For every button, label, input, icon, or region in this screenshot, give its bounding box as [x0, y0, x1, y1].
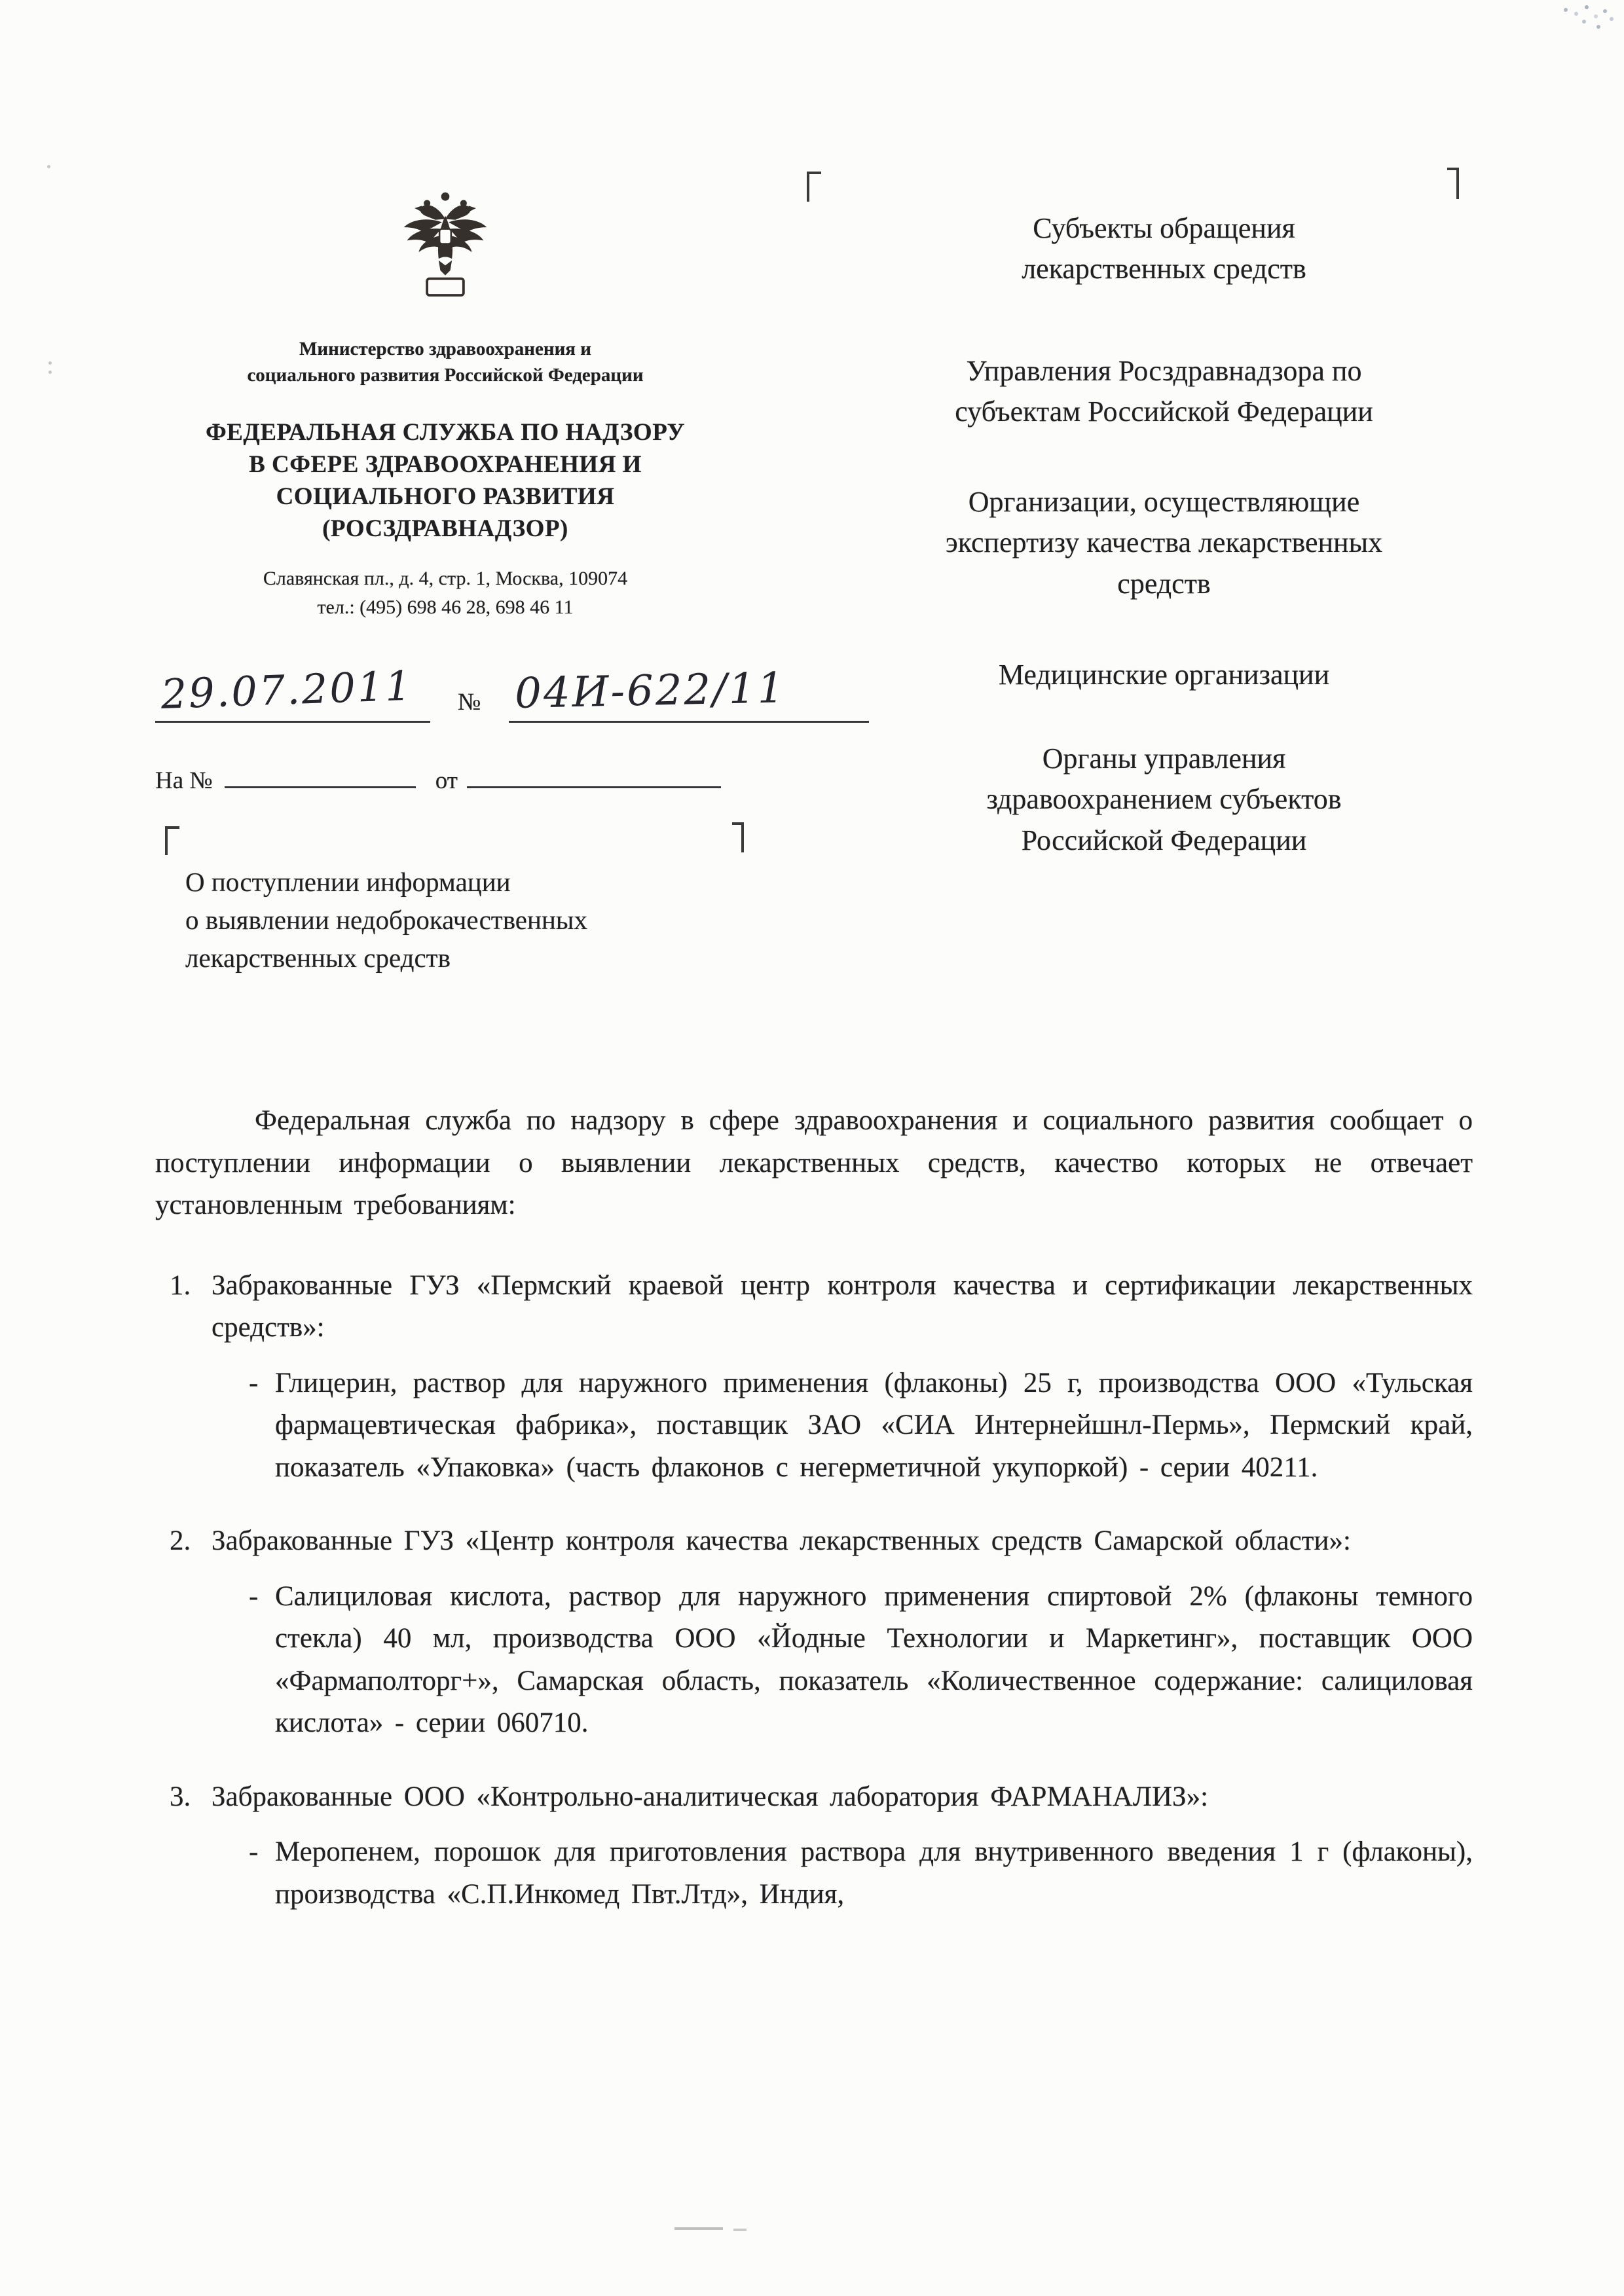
corner-mark-address-left — [807, 172, 821, 202]
ministry-line: Министерство здравоохранения и — [299, 338, 591, 359]
handwritten-date: 29.07.2011 — [160, 661, 414, 718]
recipient-block — [819, 208, 1509, 290]
list-item-heading — [155, 1520, 1473, 1563]
recipient-line: Субъекты обращения — [1033, 212, 1295, 244]
letter-body — [155, 1100, 1473, 1947]
letterhead — [147, 187, 743, 621]
item-heading-text: Забракованные ООО «Контрольно-аналитическая лаборатория ФАРМАНАЛИЗ»: — [212, 1781, 1209, 1812]
agency-phone: тел.: (495) 698 46 28, 698 46 11 — [317, 596, 574, 618]
list-entry — [155, 1576, 1473, 1745]
agency-name-line: ФЕДЕРАЛЬНАЯ СЛУЖБА ПО НАДЗОРУ — [205, 419, 686, 446]
agency-name — [147, 417, 743, 545]
date-underline — [155, 661, 430, 723]
recipient-line: Российской Федерации — [1021, 824, 1307, 856]
subject-line: о выявлении недоброкачественных — [185, 905, 587, 936]
scan-artifact — [674, 2227, 723, 2230]
recipient-block — [819, 482, 1509, 604]
list-item-heading — [155, 1776, 1473, 1819]
item-number: 2. — [170, 1525, 191, 1556]
recipient-line: Органы управления — [1042, 742, 1286, 774]
list-entry — [155, 1362, 1473, 1489]
recipient-line: экспертизу качества лекарственных — [945, 526, 1383, 559]
corner-mark-subject-right — [732, 822, 744, 852]
reference-line — [155, 660, 862, 723]
agency-name-line: (РОСЗДРАВНАДЗОР) — [322, 515, 568, 542]
agency-address: Славянская пл., д. 4, стр. 1, Москва, 109074 — [263, 568, 628, 590]
subject-line: лекарственных средств — [185, 943, 451, 974]
corner-mark-address-right — [1447, 168, 1459, 199]
scan-artifact — [1564, 8, 1568, 12]
reply-from-label: от — [435, 767, 458, 794]
agency-contacts — [147, 564, 743, 621]
ministry-line: социального развития Российской Федерации — [247, 365, 644, 386]
reply-label: На № — [155, 767, 213, 794]
entry-dash: - — [249, 1836, 259, 1867]
recipient-line: Организации, осуществляющие — [968, 486, 1360, 518]
number-underline — [509, 665, 869, 723]
item-number: 3. — [170, 1781, 191, 1812]
item-heading-text: Забракованные ГУЗ «Центр контроля качества лекарственных средств Самарской области»: — [212, 1525, 1351, 1556]
coat-of-arms-icon — [396, 187, 495, 304]
recipient-line: субъектам Российской Федерации — [955, 395, 1373, 428]
body-intro: Федеральная служба по надзору в сфере здравоохранения и социального развития сообщает о поступлении информации о выявлении лекарственных средств, качество которых не отвечает установленным требованиям: — [155, 1105, 1473, 1220]
subject-block — [185, 863, 683, 977]
scan-artifact — [48, 371, 52, 374]
number-sign: № — [458, 689, 481, 716]
item-number: 1. — [170, 1269, 191, 1301]
handwritten-number: 04И-622/11 — [514, 664, 786, 718]
recipient-line: здравоохранением субъектов — [986, 783, 1342, 816]
agency-name-line: СОЦИАЛЬНОГО РАЗВИТИЯ — [276, 483, 615, 510]
recipient-line: Медицинские организации — [998, 659, 1330, 691]
recipient-block — [819, 655, 1509, 695]
entry-dash: - — [249, 1580, 259, 1612]
entry-dash: - — [249, 1367, 259, 1398]
item-heading-text: Забракованные ГУЗ «Пермский краевой центр контроля качества и сертификации лекарственных средств»: — [212, 1269, 1473, 1343]
scan-artifact — [47, 165, 50, 168]
ministry-name — [147, 336, 743, 388]
reply-number-blank-line — [225, 765, 416, 788]
recipient-line: средств — [1117, 567, 1211, 600]
recipient-block — [819, 351, 1509, 433]
entry-text: Глицерин, раствор для наружного применения (флаконы) 25 г, производства ООО «Тульская фармацевтическая фабрика», поставщик ЗАО «СИА Интернейшнл-Пермь», Пермский край, показатель «Упаковка» (часть флаконов с негерметичной укупоркой) - серии 40211. — [275, 1367, 1473, 1483]
list-item-heading — [155, 1265, 1473, 1349]
reply-date-blank-line — [467, 765, 721, 788]
corner-mark-subject-left — [165, 826, 179, 855]
subject-line: О поступлении информации — [185, 867, 511, 897]
recipient-line: лекарственных средств — [1022, 253, 1306, 285]
entry-text: Меропенем, порошок для приготовления раствора для внутривенного введения 1 г (флаконы), производства «С.П.Инкомед Пвт.Лтд», Индия, — [275, 1836, 1473, 1910]
recipient-block — [819, 738, 1509, 861]
agency-name-line: В СФЕРЕ ЗДРАВООХРАНЕНИЯ И — [249, 450, 642, 478]
reply-reference-line — [155, 765, 721, 795]
scan-artifact — [733, 2229, 747, 2231]
list-entry — [155, 1831, 1473, 1916]
entry-text: Салициловая кислота, раствор для наружного применения спиртовой 2% (флаконы темного стекла) 40 мл, производства ООО «Йодные Технологии и Маркетинг», поставщик ООО «Фармаполторг+», Самарская область, показатель «Количественное содержание: салициловая кислота» - серии 060710. — [275, 1580, 1473, 1738]
scan-artifact — [48, 361, 52, 365]
recipient-line: Управления Росздравнадзора по — [966, 355, 1362, 387]
